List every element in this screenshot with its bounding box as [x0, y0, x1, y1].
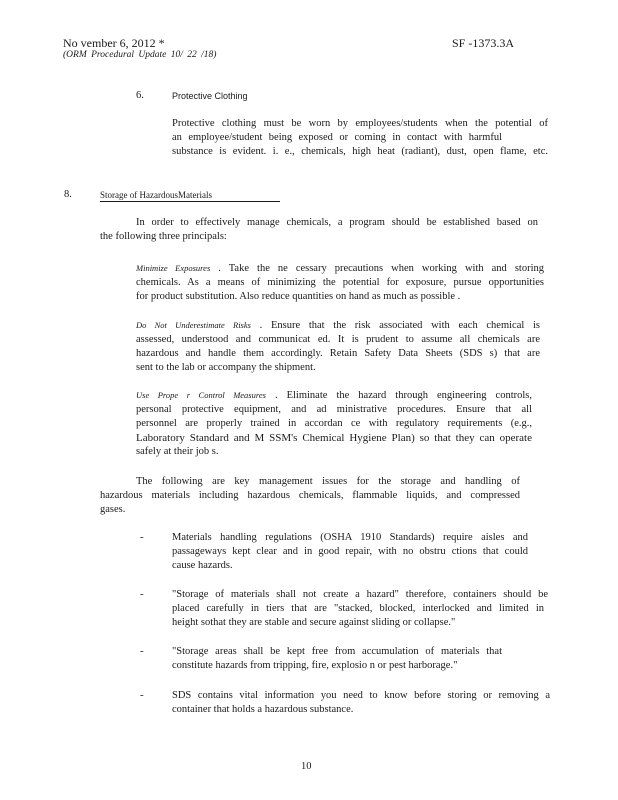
bullet-item	[172, 588, 548, 630]
bullet-dash: -	[140, 588, 144, 600]
bullet-line: constitute hazards from tripping, fire, explosio n or pest harborage."	[172, 660, 458, 671]
bullet-line: Materials handling regulations (OSHA 1910 Standards) require aisles and	[172, 532, 528, 543]
principle-term: Minimize Exposures	[136, 263, 211, 273]
principle-line: personnel are properly trained in accordan ce with regulatory requirements (e.g.,	[136, 418, 532, 429]
bullet-line: height sothat they are stable and secure against sliding or collapse."	[172, 617, 456, 628]
principle-line: chemicals. As a means of minimizing the potential for exposure, pursue opportunities	[136, 277, 544, 288]
bullet-line: cause hazards.	[172, 560, 233, 571]
principle-term: Do Not Underestimate Risks	[136, 320, 251, 330]
principle-line: assessed, understood and communicat ed. It is prudent to assume all chemicals are	[136, 334, 540, 345]
principle-term: Use Prope r Control Measures	[136, 390, 266, 400]
intro-line: In order to effectively manage chemicals, a program should be established based on	[136, 217, 538, 228]
item-8-number: 8.	[64, 189, 72, 200]
item-6-title: Protective Clothing	[172, 91, 248, 101]
item-8-title: Storage of HazardousMaterials	[100, 190, 280, 202]
principle-line: hazardous and handle them accordingly. Retain Safety Data Sheets (SDS s) that are	[136, 348, 540, 359]
bullet-item	[172, 531, 528, 573]
principle-minimize	[136, 261, 544, 304]
key-issues-paragraph	[100, 475, 520, 517]
principle-line: sent to the lab or accompany the shipment.	[136, 362, 316, 373]
item-6-line: an employee/student being exposed or coming in contact with harmful	[172, 132, 502, 143]
principle-line: Laboratory Standard and M SSM's Chemical Hygiene Plan) so that they can operate	[136, 432, 532, 444]
principle-line: . Take the ne cessary precautions when working with and storing	[210, 263, 544, 274]
item-6-line: substance is evident. i. e., chemicals, high heat (radiant), dust, open flame, etc.	[172, 146, 548, 157]
key-issues-line: gases.	[100, 504, 126, 515]
item-6-number: 6.	[136, 90, 144, 101]
principle-line: safely at their job s.	[136, 446, 219, 457]
header-revision-line: (ORM Procedural Update 10/ 22 /18)	[63, 50, 217, 60]
bullet-line: container that holds a hazardous substance.	[172, 704, 354, 715]
bullet-item	[172, 645, 502, 673]
bullet-dash: -	[140, 645, 144, 657]
intro-line: the following three principals:	[100, 231, 227, 242]
header-date: No vember 6, 2012 *	[63, 36, 165, 50]
bullet-line: placed carefully in tiers that are "stacked, blocked, interlocked and limited in	[172, 603, 544, 614]
principle-line: for product substitution. Also reduce quantities on hand as much as possible .	[136, 291, 461, 302]
bullet-line: passageways kept clear and in good repair, with no obstru ctions that could	[172, 546, 528, 557]
document-code: SF -1373.3A	[452, 36, 515, 50]
bullet-item	[172, 689, 550, 717]
page-number: 10	[301, 761, 312, 772]
bullet-dash: -	[140, 531, 144, 543]
principle-risks	[136, 318, 540, 375]
key-issues-line: The following are key management issues for the storage and handling of	[136, 476, 520, 487]
item-6-line: Protective clothing must be worn by employees/students when the potential of	[172, 118, 548, 129]
intro-paragraph	[100, 216, 538, 244]
principle-line: personal protective equipment, and ad ministrative procedures. Ensure that all	[136, 404, 532, 415]
principle-line: . Eliminate the hazard through engineering controls,	[265, 390, 532, 401]
principle-line: . Ensure that the risk associated with each chemical is	[250, 320, 540, 331]
key-issues-line: hazardous materials including hazardous chemicals, flammable liquids, and compressed	[100, 490, 520, 501]
bullet-line: "Storage areas shall be kept free from accumulation of materials that	[172, 646, 502, 657]
bullet-line: SDS contains vital information you need to know before storing or removing a	[172, 690, 550, 701]
bullet-dash: -	[140, 689, 144, 701]
bullet-line: "Storage of materials shall not create a hazard" therefore, containers should be	[172, 589, 548, 600]
principle-controls	[136, 388, 532, 459]
item-6-body	[172, 117, 548, 159]
